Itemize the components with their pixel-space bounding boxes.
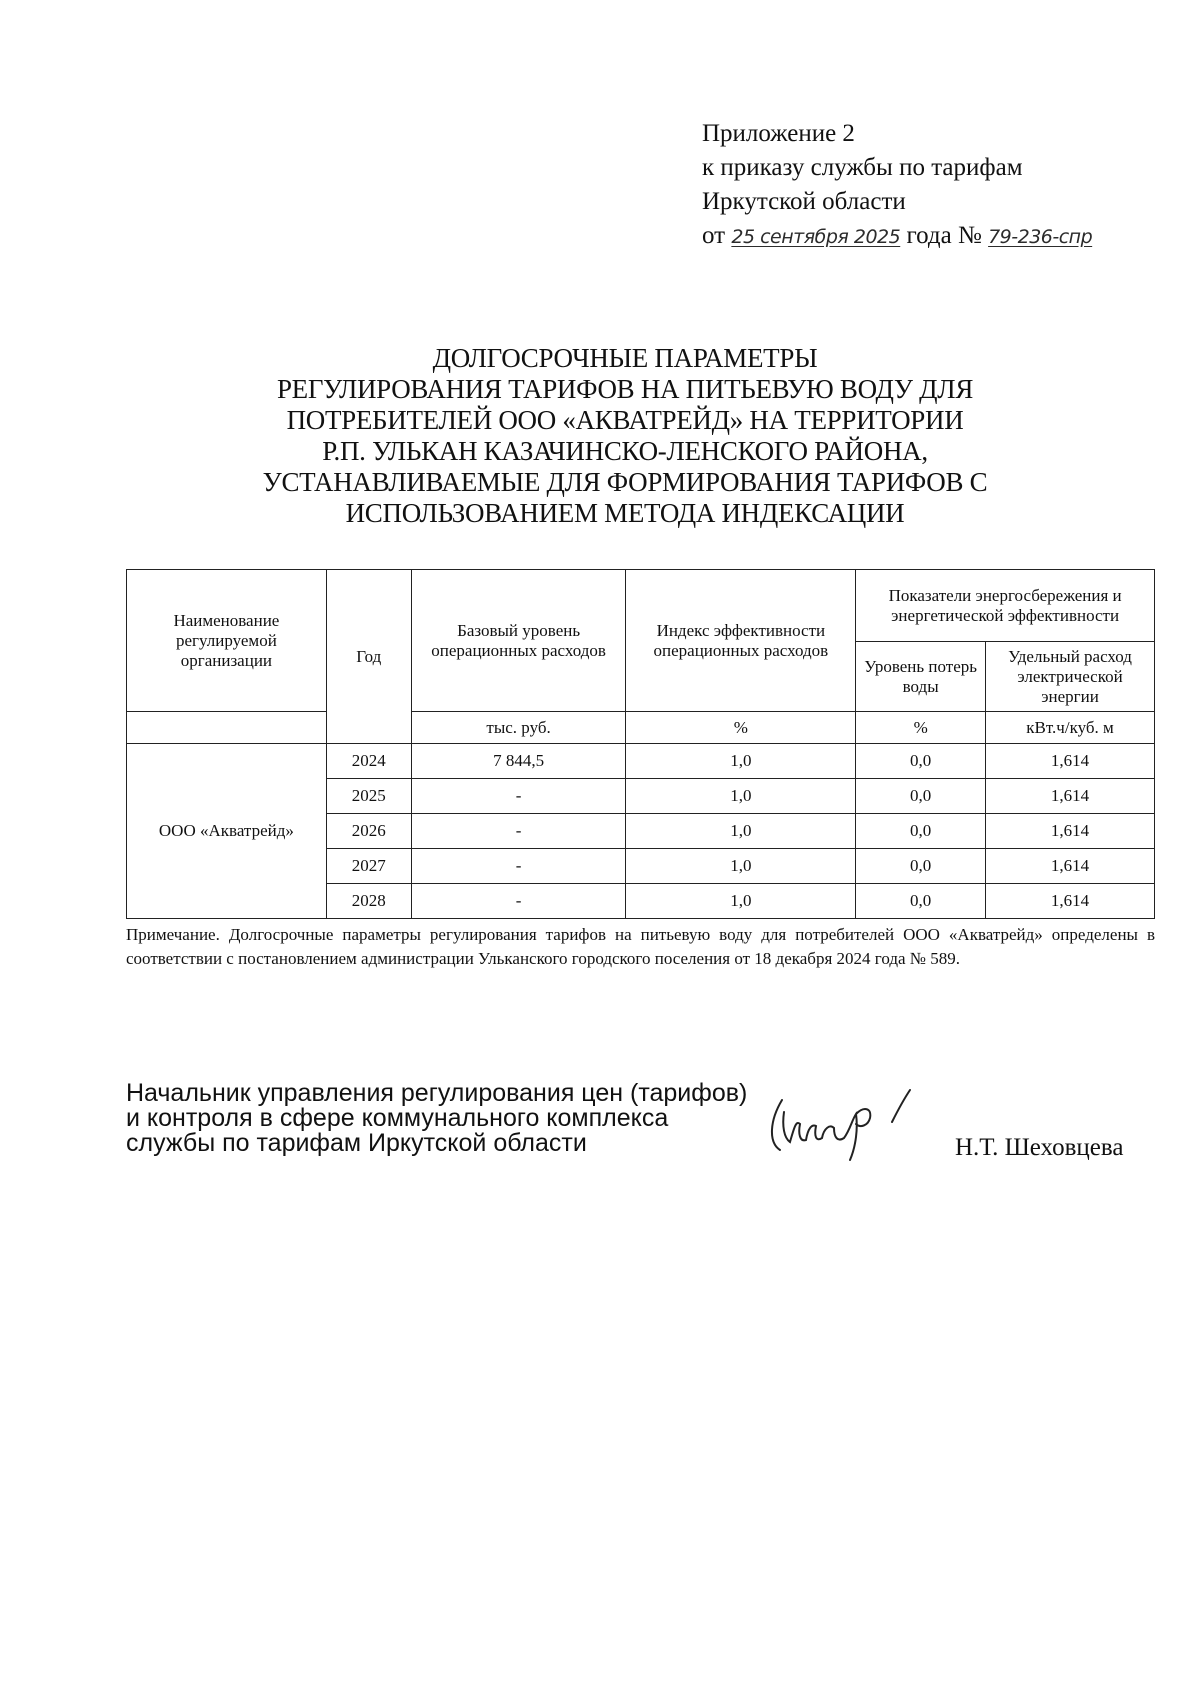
header-efficiency-index: Индекс эффективности операционных расходов <box>626 570 856 712</box>
specific-energy-cell: 1,614 <box>986 884 1155 919</box>
efficiency-index-cell: 1,0 <box>626 884 856 919</box>
efficiency-index-cell: 1,0 <box>626 744 856 779</box>
unit-water-losses: % <box>856 712 986 744</box>
specific-energy-cell: 1,614 <box>986 849 1155 884</box>
header-energy-indicators: Показатели энергосбережения и энергетической эффективности <box>856 570 1155 642</box>
base-cost-cell: - <box>411 849 626 884</box>
base-cost-cell: - <box>411 814 626 849</box>
position-line-2: и контроля в сфере коммунального комплекса <box>126 1104 669 1132</box>
year-cell: 2024 <box>326 744 411 779</box>
year-cell: 2027 <box>326 849 411 884</box>
specific-energy-cell: 1,614 <box>986 744 1155 779</box>
parameters-table <box>126 569 1155 919</box>
date-suffix: года № <box>906 222 982 249</box>
signer-name: Н.Т. Шеховцева <box>955 1134 1124 1161</box>
efficiency-index-cell: 1,0 <box>626 849 856 884</box>
header-water-losses: Уровень потерь воды <box>856 642 986 712</box>
water-losses-cell: 0,0 <box>856 814 986 849</box>
base-cost-cell: 7 844,5 <box>411 744 626 779</box>
title-line-5: УСТАНАВЛИВАЕМЫЕ ДЛЯ ФОРМИРОВАНИЯ ТАРИФОВ С <box>262 467 988 497</box>
document-title <box>140 343 1110 529</box>
efficiency-index-cell: 1,0 <box>626 779 856 814</box>
specific-energy-cell: 1,614 <box>986 814 1155 849</box>
date-prefix: от <box>702 222 726 249</box>
table-row <box>127 744 1155 779</box>
header-base-cost: Базовый уровень операционных расходов <box>411 570 626 712</box>
title-line-4: Р.П. УЛЬКАН КАЗАЧИНСКО-ЛЕНСКОГО РАЙОНА, <box>322 436 928 466</box>
year-cell: 2025 <box>326 779 411 814</box>
title-line-6: ИСПОЛЬЗОВАНИЕМ МЕТОДА ИНДЕКСАЦИИ <box>345 498 905 528</box>
water-losses-cell: 0,0 <box>856 779 986 814</box>
appendix-order-ref: к приказу службы по тарифам <box>702 154 1023 181</box>
header-row-1 <box>127 570 1155 642</box>
header-organization: Наименование регулируемой организации <box>127 570 327 712</box>
appendix-title: Приложение 2 <box>702 120 855 147</box>
specific-energy-cell: 1,614 <box>986 779 1155 814</box>
water-losses-cell: 0,0 <box>856 884 986 919</box>
efficiency-index-cell: 1,0 <box>626 814 856 849</box>
unit-specific-energy: кВт.ч/куб. м <box>986 712 1155 744</box>
position-line-3: службы по тарифам Иркутской области <box>126 1129 587 1157</box>
year-cell: 2028 <box>326 884 411 919</box>
year-cell: 2026 <box>326 814 411 849</box>
base-cost-cell: - <box>411 779 626 814</box>
title-line-1: ДОЛГОСРОЧНЫЕ ПАРАМЕТРЫ <box>432 343 818 373</box>
handwritten-date: 25 сентября 2025 <box>731 226 901 248</box>
unit-base-cost: тыс. руб. <box>411 712 626 744</box>
signatory-position <box>126 1081 747 1156</box>
table-note: Примечание. Долгосрочные параметры регулирования тарифов на питьевую воду для потребителей ООО «Акватрейд» определены в соответствии с постановлением администрации Ульканского городского поселения от 18 декабря 2024 года № 589. <box>126 925 1155 968</box>
water-losses-cell: 0,0 <box>856 849 986 884</box>
title-line-2: РЕГУЛИРОВАНИЯ ТАРИФОВ НА ПИТЬЕВУЮ ВОДУ ДЛЯ <box>276 374 974 404</box>
units-row <box>127 712 1155 744</box>
handwritten-order-number: 79-236-спр <box>988 226 1093 248</box>
organization-cell: ООО «Акватрейд» <box>127 744 327 919</box>
handwritten-signature <box>760 1080 950 1170</box>
unit-efficiency-index: % <box>626 712 856 744</box>
base-cost-cell: - <box>411 884 626 919</box>
header-specific-energy: Удельный расход электрической энергии <box>986 642 1155 712</box>
appendix-date-line <box>702 219 1092 254</box>
units-empty-cell <box>127 712 327 744</box>
title-line-3: ПОТРЕБИТЕЛЕЙ ООО «АКВАТРЕЙД» НА ТЕРРИТОРИИ <box>286 405 964 435</box>
appendix-block <box>702 117 1092 254</box>
appendix-region: Иркутской области <box>702 188 906 215</box>
water-losses-cell: 0,0 <box>856 744 986 779</box>
header-year: Год <box>326 570 411 744</box>
position-line-1: Начальник управления регулирования цен (тарифов) <box>126 1079 748 1107</box>
